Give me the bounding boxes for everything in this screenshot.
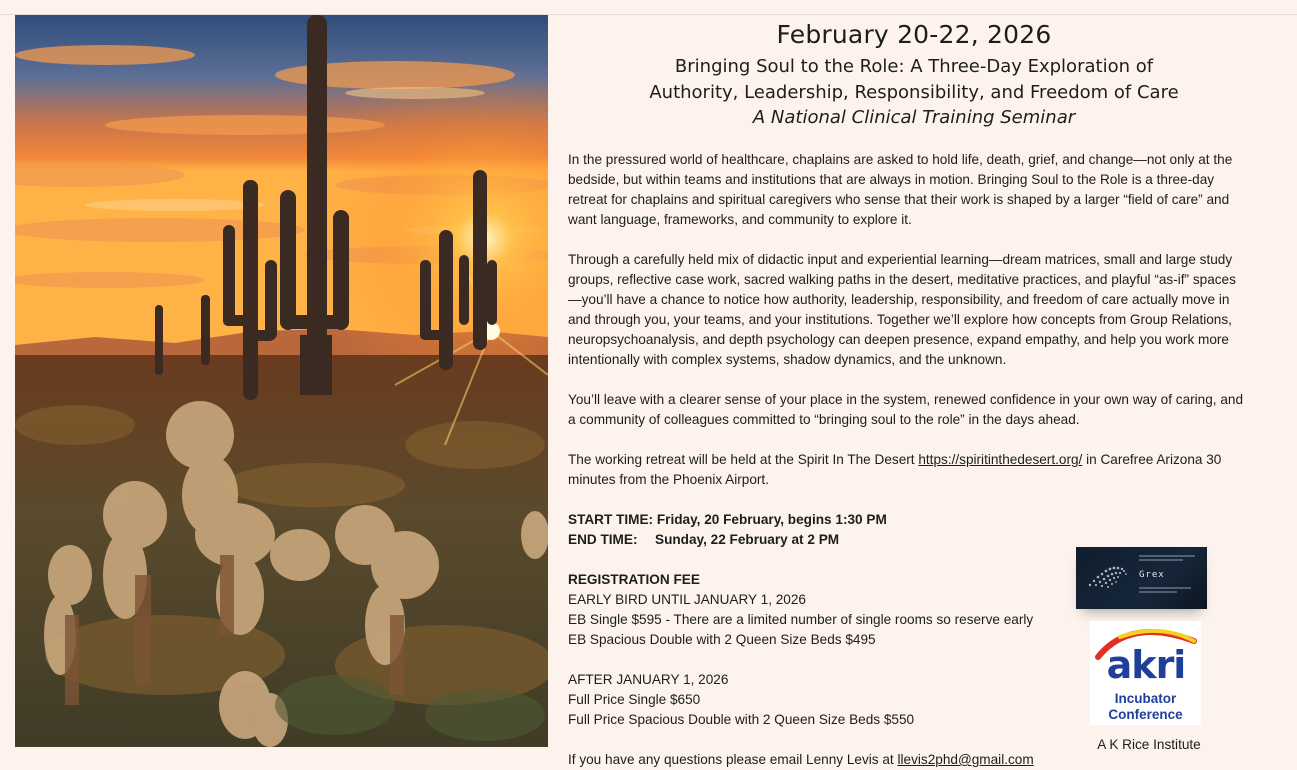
event-title-line2: Authority, Leadership, Responsibility, and Freedom of Care xyxy=(649,82,1179,103)
start-time: START TIME: Friday, 20 February, begins 1:30 PM xyxy=(568,512,887,527)
grex-fine-print xyxy=(1139,591,1177,593)
process-line: intentionally with complex systems, shadow dynamics, and the unknown. xyxy=(568,352,1007,367)
eb-double-fee: EB Spacious Double with 2 Queen Size Beds $495 xyxy=(568,632,876,647)
outcome-line: a community of colleagues committed to “bringing soul to the role” in the days ahead. xyxy=(568,412,1080,427)
contact-email-link[interactable]: llevis2phd@gmail.com xyxy=(897,752,1034,767)
venue-text-after: in Carefree Arizona 30 xyxy=(1082,452,1222,467)
grex-fine-print xyxy=(1139,559,1183,561)
seminar-subtitle: A National Clinical Training Seminar xyxy=(752,107,1076,128)
akri-wordmark: akri xyxy=(1106,643,1186,687)
process-line: groups, reflective case work, sacred walking paths in the desert, meditative practices, and playful “as-if” spaces xyxy=(568,272,1236,287)
outcome-line: You’ll leave with a clearer sense of your place in the system, renewed confidence in your own way of caring, and xyxy=(568,392,1244,407)
intro-line: In the pressured world of healthcare, chaplains are asked to hold life, death, grief, and change—not only at the xyxy=(568,152,1233,167)
akri-conference: Conference xyxy=(1108,707,1183,722)
outcome-paragraph xyxy=(568,390,1268,430)
akri-logo xyxy=(1090,621,1201,725)
bird-icon xyxy=(1078,547,1138,609)
process-line: neuropsychoanalysis, and depth psychology can deepen presence, expand empathy, and help you work more xyxy=(568,332,1229,347)
akri-caption: A K Rice Institute xyxy=(1097,737,1201,752)
venue-line-2: minutes from the Phoenix Airport. xyxy=(568,472,769,487)
event-title-line1: Bringing Soul to the Role: A Three-Day Exploration of xyxy=(674,56,1154,77)
end-time-label: END TIME: xyxy=(568,532,638,547)
eb-single-fee: EB Single $595 - There are a limited number of single rooms so reserve early xyxy=(568,612,1034,627)
full-double-fee: Full Price Spacious Double with 2 Queen Size Beds $550 xyxy=(568,712,915,727)
intro-paragraph xyxy=(568,150,1268,230)
venue-text: The working retreat will be held at the Spirit In The Desert xyxy=(568,452,919,467)
process-line: —you’ll have a chance to notice how authority, leadership, responsibility, and freedom of care actually move in xyxy=(568,292,1230,307)
desert-sunset-image xyxy=(15,15,548,747)
event-date: February 20-22, 2026 xyxy=(776,20,1052,49)
process-line: and through you, your teams, and your institutions. Together we’ll explore how concepts from Group Relations, xyxy=(568,312,1232,327)
intro-line: want language, frameworks, and community to explore it. xyxy=(568,212,912,227)
akri-incubator: Incubator xyxy=(1114,691,1177,706)
after-heading: AFTER JANUARY 1, 2026 xyxy=(568,672,729,687)
schedule-block xyxy=(568,510,1268,550)
end-time-value: Sunday, 22 February at 2 PM xyxy=(655,532,840,547)
grex-fine-print xyxy=(1139,587,1191,589)
process-line: Through a carefully held mix of didactic input and experiential learning—dream matrices, small and large study xyxy=(568,252,1233,267)
venue-paragraph xyxy=(568,450,1268,490)
grex-wordmark: Grex xyxy=(1139,570,1165,580)
process-paragraph xyxy=(568,250,1268,370)
intro-line: bedside, but within teams and institutions that are always in motion. Bringing Soul to the Role is a three-day xyxy=(568,172,1215,187)
grex-logo xyxy=(1076,547,1207,609)
intro-line: retreat for chaplains and spiritual caregivers who sense that their work is shaped by a larger “field of care” and xyxy=(568,192,1230,207)
registration-heading: REGISTRATION FEE xyxy=(568,572,700,587)
contact-text: If you have any questions please email Lenny Levis at xyxy=(568,752,898,767)
grex-fine-print xyxy=(1139,555,1195,557)
early-bird-heading: EARLY BIRD UNTIL JANUARY 1, 2026 xyxy=(568,592,806,607)
venue-link[interactable]: https://spiritinthedesert.org/ xyxy=(918,452,1083,467)
venue-line xyxy=(568,450,1268,470)
full-single-fee: Full Price Single $650 xyxy=(568,692,701,707)
